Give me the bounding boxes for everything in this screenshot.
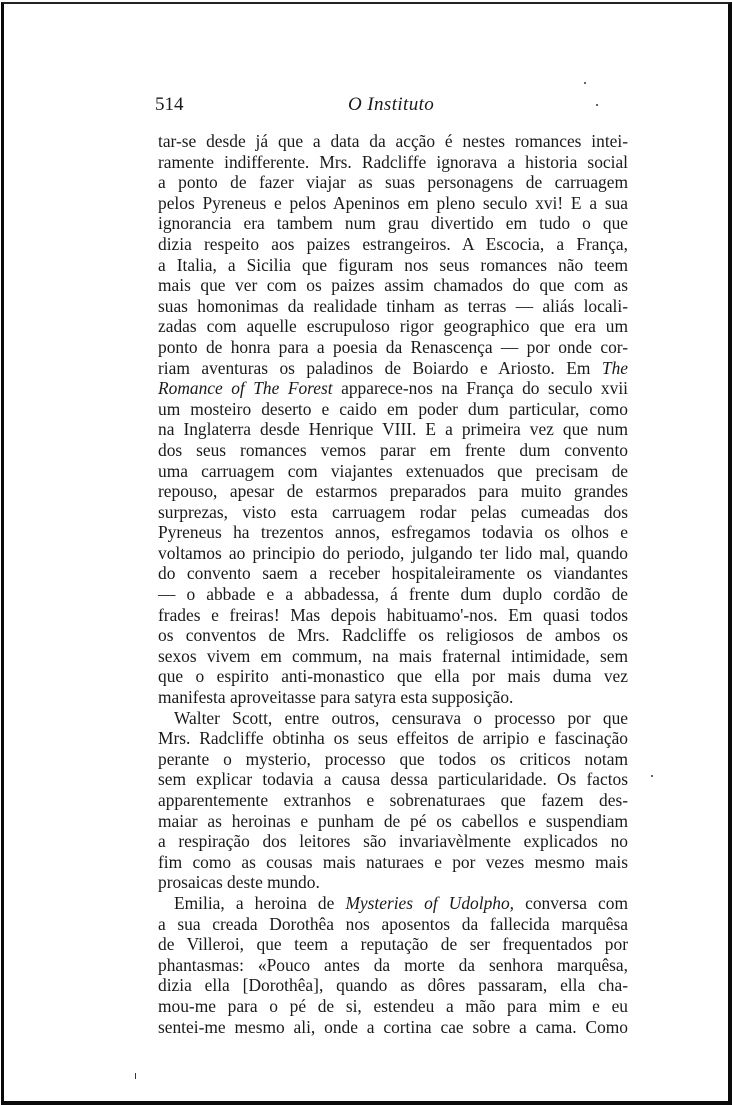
text-line xyxy=(158,914,628,935)
text-line xyxy=(158,255,628,276)
text-line xyxy=(158,852,628,873)
line-segment: maiar as heroinas e punham de pé os cabellos e suspendiam xyxy=(158,810,628,831)
line-segment: apparece-nos na França do seculo xvii xyxy=(332,378,628,399)
text-line xyxy=(158,625,628,646)
text-line xyxy=(158,955,628,976)
text-line xyxy=(158,563,628,584)
line-segment: pelos Pyreneus e pelos Apeninos em pleno seculo xvi! E a sua xyxy=(158,192,628,213)
text-line xyxy=(158,461,628,482)
line-segment: Emilia, a heroina de xyxy=(174,892,335,913)
text-line xyxy=(158,543,628,564)
body-text xyxy=(158,131,628,1037)
text-line xyxy=(158,769,628,790)
scan-speck xyxy=(135,1073,136,1079)
text-line xyxy=(158,399,628,420)
line-segment: sem explicar todavia a causa dessa particularidade. Os factos xyxy=(158,769,628,790)
line-segment: que o espirito anti-monastico que ella por mais duma vez xyxy=(158,666,628,687)
line-segment: de Villeroi, que teem a reputação de ser frequentados por xyxy=(158,934,628,955)
text-line xyxy=(158,934,628,955)
italic-title: Romance of The Forest xyxy=(158,378,333,399)
text-line xyxy=(158,316,628,337)
text-line xyxy=(158,296,628,317)
text-line xyxy=(158,213,628,234)
line-segment: sexos vivem em commum, na mais fraternal intimidade, sem xyxy=(158,645,628,666)
text-line xyxy=(158,234,628,255)
page-number: 514 xyxy=(155,94,184,115)
line-segment: uma carruagem com viajantes extenuados que precisam de xyxy=(158,460,628,481)
text-line xyxy=(158,708,628,729)
text-line xyxy=(158,584,628,605)
text-line xyxy=(158,749,628,770)
line-segment: perante o mysterio, processo que todos os criticos notam xyxy=(158,748,628,769)
text-line xyxy=(158,275,628,296)
line-segment: a Italia, a Sicilia que figuram nos seus romances não teem xyxy=(158,254,628,275)
line-segment: frades e freiras! Mas depois habituamo'-nos. Em quasi todos xyxy=(158,604,628,625)
running-title: O Instituto xyxy=(348,94,435,115)
line-segment: riam aventuras os paladinos de Boiardo e Ariosto. Em xyxy=(158,357,591,378)
line-segment: dos seus romances vemos parar em frente dum convento xyxy=(158,439,628,460)
text-line xyxy=(158,831,628,852)
text-line xyxy=(158,872,628,893)
line-segment: tar-se desde já que a data da acção é nestes romances intei- xyxy=(158,131,628,151)
line-segment: do convento saem a receber hospitaleiramente os viandantes xyxy=(158,563,628,584)
italic-title: Mysteries of Udolpho, xyxy=(345,892,515,913)
line-segment: repouso, apesar de estarmos preparados para muito grandes xyxy=(158,481,628,502)
text-line xyxy=(158,666,628,687)
line-segment: os conventos de Mrs. Radcliffe os religiosos de ambos os xyxy=(158,625,628,646)
line-segment: phantasmas: «Pouco antes da morte da senhora marquêsa, xyxy=(158,954,628,975)
text-line xyxy=(158,378,628,399)
line-segment: conversa com xyxy=(514,892,628,913)
text-line xyxy=(158,1017,628,1038)
text-line xyxy=(158,131,628,152)
line-segment: ponto de honra para a poesia da Renascença — por onde cor- xyxy=(158,336,628,357)
line-segment: Mrs. Radcliffe obtinha os seus effeitos de arripio e fascinação xyxy=(158,728,628,749)
line-segment: dizia respeito aos paizes estrangeiros. A Escocia, a França, xyxy=(158,233,628,254)
text-line xyxy=(158,790,628,811)
text-line xyxy=(158,728,628,749)
line-segment: — o abbade e a abbadessa, á frente dum duplo cordão de xyxy=(158,584,628,605)
scan-speck xyxy=(596,104,598,106)
line-segment: surprezas, visto esta carruagem rodar pelas cumeadas dos xyxy=(158,501,628,522)
text-line xyxy=(158,419,628,440)
text-line xyxy=(158,811,628,832)
text-line xyxy=(158,337,628,358)
line-segment: fim como as cousas mais naturaes e por vezes mesmo mais xyxy=(158,851,628,872)
line-segment: voltamos ao principio do periodo, julgando ter lido mal, quando xyxy=(158,542,628,563)
text-line xyxy=(158,605,628,626)
line-segment: sentei-me mesmo ali, onde a cortina cae sobre a cama. Como xyxy=(158,1016,628,1037)
text-line xyxy=(158,975,628,996)
line-segment: a sua creada Dorothêa nos aposentos da fallecida marquêsa xyxy=(158,913,628,934)
line-segment: mais que ver com os paizes assim chamados do que com as xyxy=(158,275,628,296)
line-segment: Walter Scott, entre outros, censurava o processo por que xyxy=(174,707,628,728)
page-header xyxy=(155,94,630,118)
text-line xyxy=(158,687,628,708)
text-line xyxy=(158,152,628,173)
scan-speck xyxy=(584,82,586,84)
line-segment: prosaicas deste mundo. xyxy=(158,872,320,893)
line-segment: ramente indifferente. Mrs. Radcliffe ignorava a historia social xyxy=(158,151,628,172)
line-segment: ignorancia era tambem num grau divertido em tudo o que xyxy=(158,213,628,234)
text-line xyxy=(158,522,628,543)
line-segment: suas homonimas da realidade tinham as terras — aliás locali- xyxy=(158,295,628,316)
text-line xyxy=(158,481,628,502)
text-line xyxy=(158,358,628,379)
line-segment: um mosteiro deserto e caido em poder dum particular, como xyxy=(158,398,628,419)
line-segment: Pyreneus ha trezentos annos, esfregamos todavia os olhos e xyxy=(158,522,628,543)
text-line xyxy=(158,440,628,461)
line-segment: a respiração dos leitores são invariavèlmente explicados no xyxy=(158,831,628,852)
line-segment: na Inglaterra desde Henrique VIII. E a primeira vez que num xyxy=(158,419,628,440)
text-line xyxy=(158,996,628,1017)
line-segment: apparentemente extranhos e sobrenaturaes que fazem des- xyxy=(158,790,628,810)
line-segment: a ponto de fazer viajar as suas personagens de carruagem xyxy=(158,172,628,193)
text-line xyxy=(158,502,628,523)
line-segment: dizia ella [Dorothêa], quando as dôres passaram, ella cha- xyxy=(158,975,628,996)
text-line xyxy=(158,646,628,667)
line-segment: mou-me para o pé de si, estendeu a mão para mim e eu xyxy=(158,995,628,1016)
text-line xyxy=(158,172,628,193)
line-segment: manifesta aproveitasse para satyra esta supposição. xyxy=(158,687,514,708)
italic-title: The xyxy=(601,357,628,378)
line-segment: zadas com aquelle escrupuloso rigor geographico que era um xyxy=(158,316,628,337)
scan-speck xyxy=(651,775,653,777)
text-line xyxy=(158,893,628,914)
text-line xyxy=(158,193,628,214)
